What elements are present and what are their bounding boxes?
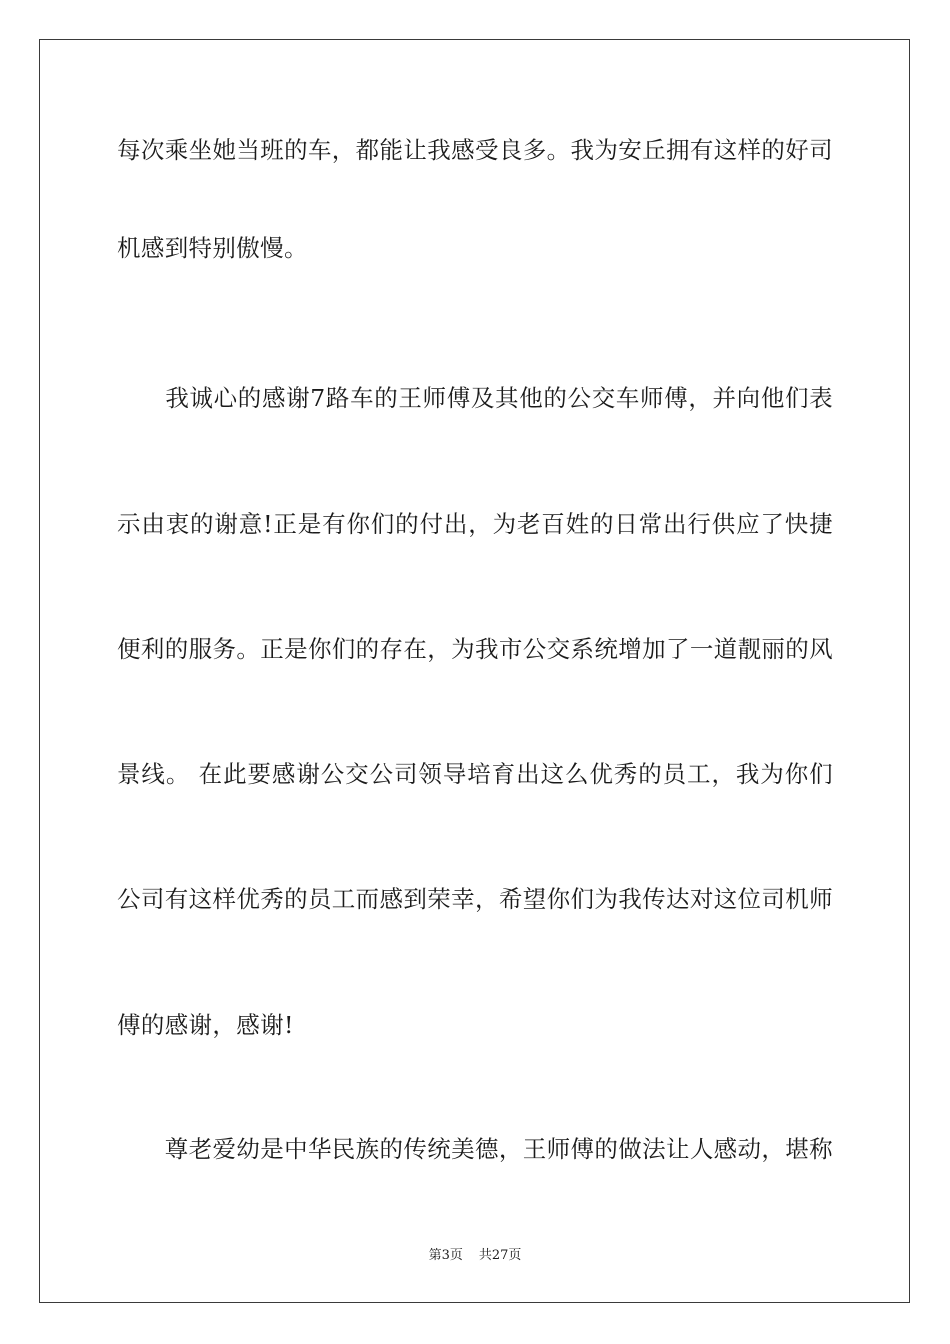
- body-text-line: 傅的感谢，感谢!: [117, 1011, 294, 1039]
- body-text-line: 机感到特别傲慢。: [117, 234, 308, 262]
- body-text-line: 每次乘坐她当班的车，都能让我感受良多。我为安丘拥有这样的好司: [117, 136, 833, 164]
- body-text-line: 尊老爱幼是中华民族的传统美德，王师傅的做法让人感动，堪称: [117, 1135, 833, 1163]
- body-text-line: 公司有这样优秀的员工而感到荣幸，希望你们为我传达对这位司机师: [117, 885, 833, 913]
- body-text-line: 便利的服务。正是你们的存在，为我市公交系统增加了一道靓丽的风: [117, 635, 833, 663]
- page-total: 共27页: [478, 1248, 522, 1263]
- body-text-line: 示由衷的谢意!正是有你们的付出，为老百姓的日常出行供应了快捷: [117, 510, 833, 538]
- page-border: [39, 39, 910, 1303]
- page-footer: [0, 1246, 950, 1266]
- body-text-line: 景线。 在此要感谢公交公司领导培育出这么优秀的员工，我为你们: [117, 760, 833, 788]
- page-number: 第3页: [428, 1248, 463, 1263]
- body-text-line: 我诚心的感谢7路车的王师傅及其他的公交车师傅，并向他们表: [117, 384, 833, 412]
